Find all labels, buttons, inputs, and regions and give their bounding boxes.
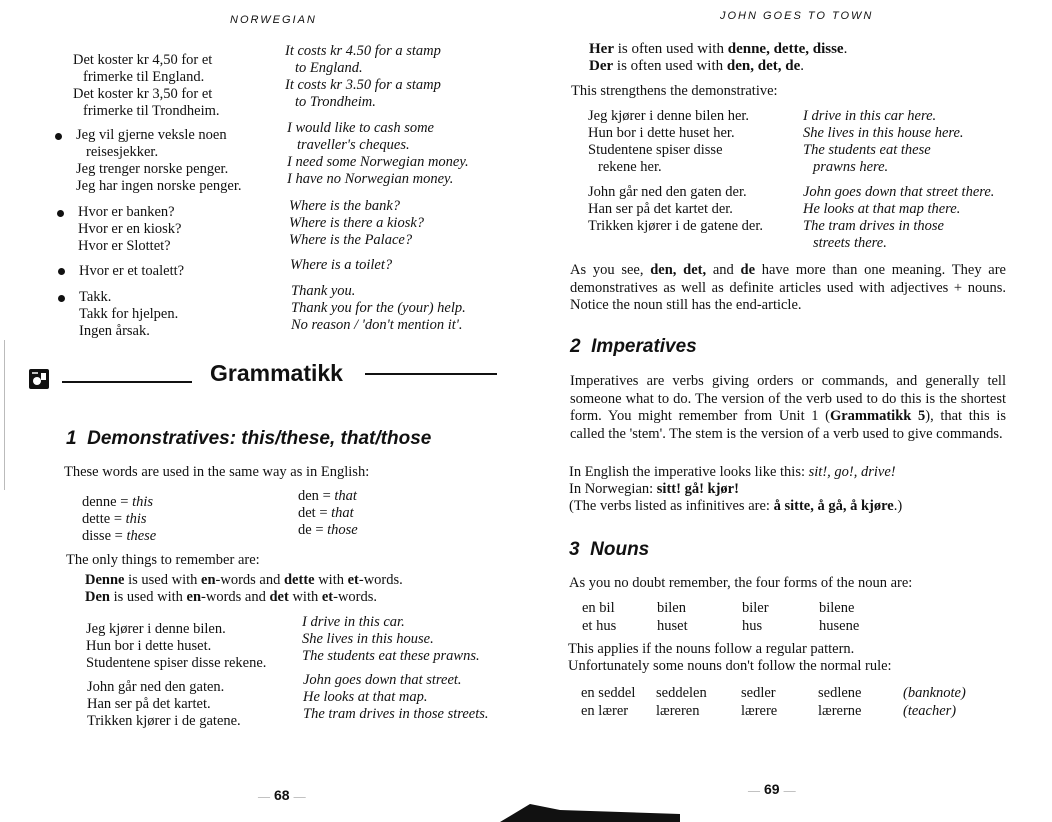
page-number-right: — 69 — <box>748 781 796 797</box>
nouns-notes: This applies if the nouns follow a regular pattern. Unfortunately some nouns don't follow the normal rule: <box>568 641 892 674</box>
examples-no: John går ned den gaten der. Han ser på det kartet der. Trikken kjører i de gatene der. <box>588 184 764 234</box>
phrase-no: Det koster kr 4,50 for et frimerke til England. Det koster kr 3,50 for et frimerke til Trondheim. <box>73 52 220 119</box>
phrase-en: It costs kr 4.50 for a stamp to England. It costs kr 3.50 for a stamp to Trondheim. <box>285 43 441 110</box>
spine-shadow <box>500 800 680 822</box>
regular-nouns-table <box>582 599 859 635</box>
examples-en: John goes down that street there. He looks at that map there. The tram drives in those streets there. <box>803 184 995 251</box>
section-heading: 3 Nouns <box>569 539 650 560</box>
phrase-no: Hvor er et toalett? <box>79 263 185 279</box>
heading-rule-left <box>62 381 192 383</box>
table-row: en lærer læreren lærere lærerne (teacher) <box>581 703 957 719</box>
table-row: en seddel seddelen sedler sedlene (banknote) <box>581 685 966 701</box>
pairs-left: denne = this dette = this disse = these <box>82 494 157 544</box>
section-intro: These words are used in the same way as in English: <box>64 464 370 480</box>
heading-rule-right <box>365 373 497 375</box>
examples-no: Jeg kjører i denne bilen. Hun bor i dette huset. Studentene spiser disse rekene. <box>86 621 267 671</box>
phrase-no: Jeg vil gjerne veksle noen reisesjekker. Jeg trenger norske penger. Jeg har ingen norske penger. <box>76 127 242 194</box>
table-row: en bil bilen biler bilene <box>582 600 855 616</box>
phrase-no: Takk. Takk for hjelpen. Ingen årsak. <box>79 289 179 339</box>
irregular-nouns-table <box>581 684 966 720</box>
bullet <box>58 268 65 275</box>
imperatives-paragraph: Imperatives are verbs giving orders or commands, and generally tell someone what to do. The version of the verb used to do this is the shortest form. You might remember from Unit 1 (Grammatikk 5), that this is called the 'stem'. The stem is the version of a verb used to give commands. <box>570 373 1006 442</box>
running-head-right: JOHN GOES TO TOWN <box>720 10 874 22</box>
phrase-en: Where is the bank? Where is there a kiosk? Where is the Palace? <box>289 198 425 248</box>
strengthens-line: This strengthens the demonstrative: <box>571 83 778 99</box>
phrase-en: I would like to cash some traveller's cheques. I need some Norwegian money. I have no Norwegian money. <box>287 120 469 187</box>
section-heading: 1 Demonstratives: this/these, that/those <box>66 428 432 449</box>
bullet <box>55 133 62 140</box>
rule-lines: Denne is used with en-words and dette with et-words. Den is used with en-words and det with et-words. <box>85 572 403 605</box>
bullet <box>58 295 65 302</box>
examples-no: Jeg kjører i denne bilen her. Hun bor i dette huset her. Studentene spiser disse rekene her. <box>588 108 750 175</box>
section-heading: 2 Imperatives <box>570 336 697 357</box>
as-you-see-paragraph: As you see, den, det, and de have more than one meaning. They are demonstratives as well as definite articles used with adjectives + nouns. Notice the noun still has the end-article. <box>570 262 1006 313</box>
bullet <box>57 210 64 217</box>
running-head-left: NORWEGIAN <box>230 14 317 26</box>
page-number-left: — 68 — <box>258 787 306 803</box>
phrase-en: Where is a toilet? <box>290 257 393 273</box>
examples-en: John goes down that street. He looks at that map. The tram drives in those streets. <box>303 672 489 722</box>
table-row: et hus huset hus husene <box>582 618 860 634</box>
speech-icon <box>29 369 49 389</box>
examples-en: I drive in this car. She lives in this house. The students eat these prawns. <box>302 614 480 664</box>
phrase-en: Thank you. Thank you for the (your) help. No reason / 'don't mention it'. <box>291 283 466 333</box>
grammar-heading: Grammatikk <box>210 360 343 386</box>
nouns-intro: As you no doubt remember, the four forms of the noun are: <box>569 575 913 591</box>
examples-en: I drive in this car here. She lives in this house here. The students eat these prawns here. <box>803 108 964 175</box>
phrase-no: Hvor er banken? Hvor er en kiosk? Hvor er Slottet? <box>78 204 182 254</box>
examples-no: John går ned den gaten. Han ser på det kartet. Trikken kjører i de gatene. <box>87 679 241 729</box>
her-der-lines: Her is often used with denne, dette, disse. Der is often used with den, det, de. <box>589 41 848 74</box>
page-edge <box>4 340 5 490</box>
pairs-right: den = that det = that de = those <box>298 488 358 538</box>
remember-line: The only things to remember are: <box>66 552 260 568</box>
imperative-examples: In English the imperative looks like this: sit!, go!, drive! In Norwegian: sitt! gå! kjør! (The verbs listed as infinitives are: å sitte, å gå, å kjøre.) <box>569 464 903 514</box>
